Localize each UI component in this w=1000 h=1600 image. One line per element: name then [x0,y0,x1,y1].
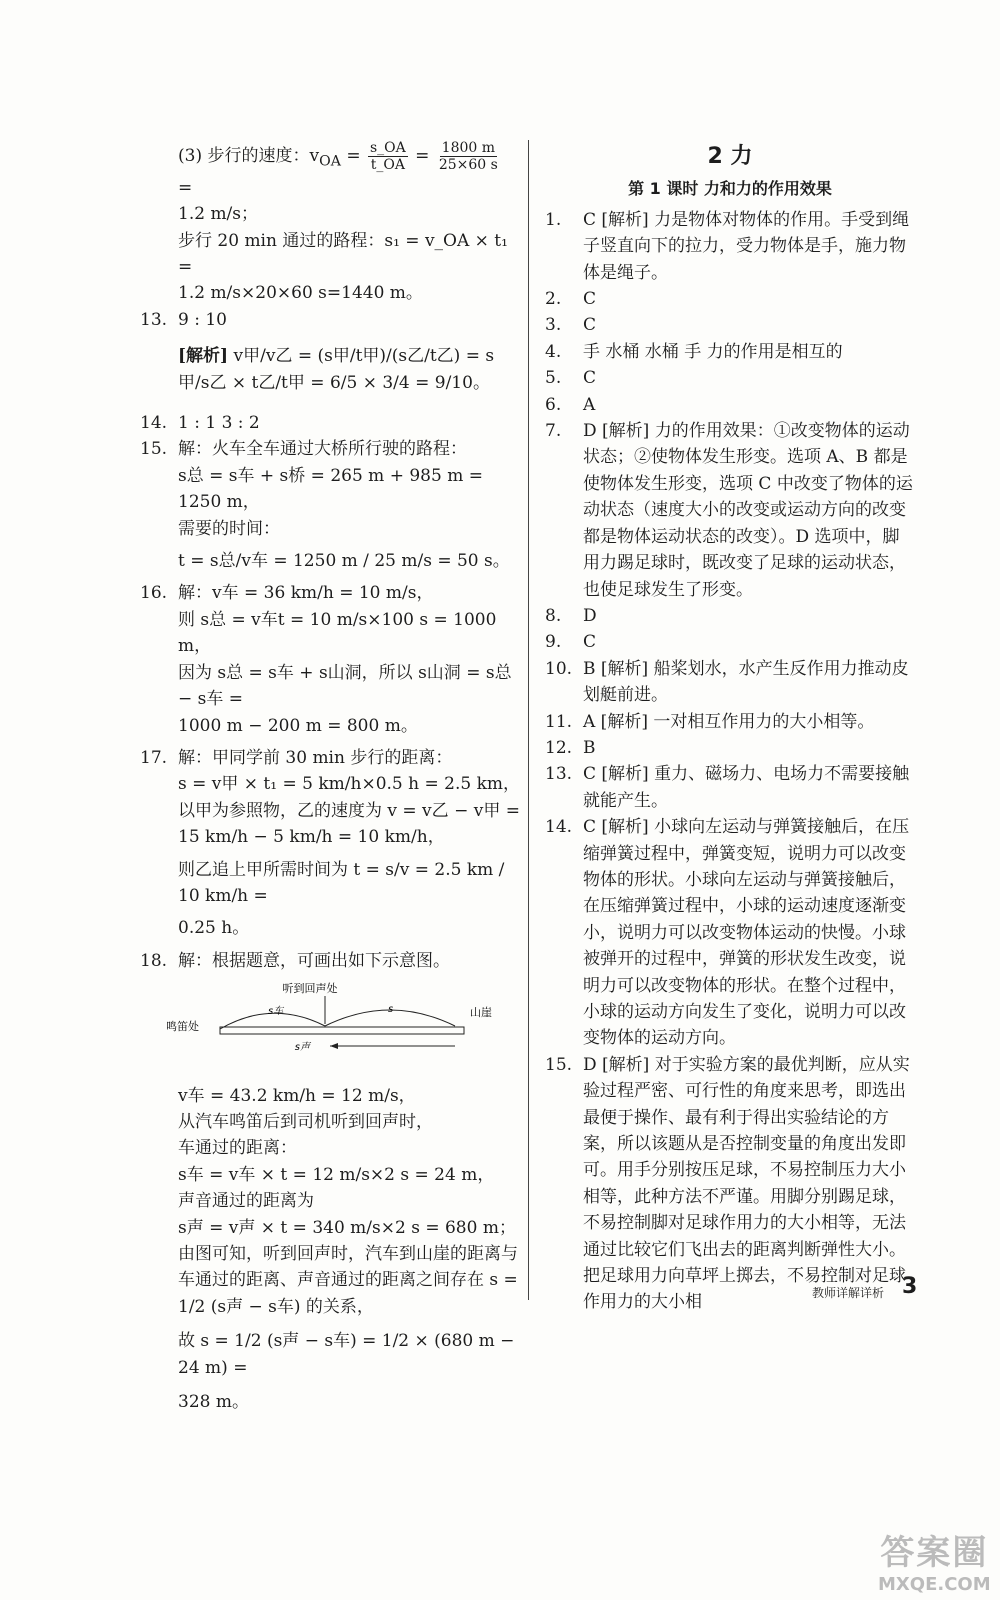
answer-list [545,207,918,1316]
q18-line10: 1/2 (s声 − s车) 的关系， [178,1296,374,1317]
q15-number: 15. [140,439,168,460]
item-text: C [583,315,597,336]
diagram-arrowhead [330,1043,338,1049]
q17-line3: 以甲为参照物，乙的速度为 v = v乙 − v甲 = [178,800,520,821]
q15 [140,436,520,574]
q14-number: 14. [140,413,168,434]
diagram-bottom-label: s声 [294,1042,310,1054]
watermark-main: 答案圈 [880,1533,989,1573]
echo-diagram [150,974,510,1074]
q16-line3: 因为 s总 = s车 + s山洞，所以 s山洞 = s总 − s车 = [178,662,512,710]
item-text: A [解析] 一对相互作用力的大小相等。 [583,711,875,732]
q16-number: 16. [140,583,168,604]
q13 [140,307,520,396]
q12-f1-den: t_OA [370,157,405,173]
q13-formula: v甲/v乙 = (s甲/t甲)/(s乙/t乙) = s甲/s乙 × t乙/t甲 = 6/5 × 3/4 = 9/10。 [178,346,495,393]
list-item [545,761,915,814]
q18-line7: s声 = v声 × t = 340 m/s×2 s = 680 m； [178,1217,516,1238]
list-item [545,207,915,286]
list-item [545,1052,918,1316]
list-item [545,392,915,418]
q17-line5: 则乙追上甲所需时间为 t = s/v = 2.5 km / 10 km/h = [178,859,505,906]
q13-number: 13. [140,309,168,330]
page-number: 3 [902,1274,918,1299]
q16-line1: 解：v车 = 36 km/h = 10 m/s， [178,583,434,604]
item-text: B [583,737,596,758]
item-text: C [583,368,597,389]
q12-line3: 步行 20 min 通过的路程：s₁ = v_OA × t₁ = [178,230,508,278]
q18-line5: s车 = v车 × t = 12 m/s×2 s = 24 m， [178,1164,495,1185]
diagram-road [220,1027,464,1034]
q12-f2-den: 25×60 s [438,157,498,173]
diagram-whistle-label: 鸣笛处 [166,1020,199,1034]
list-item [545,709,915,735]
q14-answer: 1 : 1 3 : 2 [178,413,260,434]
item-text: B [解析] 船桨划水，水产生反作用力推动皮划艇前进。 [583,658,909,706]
item-text: C [583,632,597,653]
q18-line3: 从汽车鸣笛后到司机听到回声时， [178,1111,433,1132]
item-text: D [解析] 对于实验方案的最优判断，应从实验过程严密、可行性的角度来思考，即选出最便于操作、最有利于得出实验结论的方案，所以该题从是否控制变量的角度出发即可。用手分别按压足球，不易控制压力大小相等，此种方法不严谨。用脚分别踢足球，不易控制脚对足球作用力的大小相等，无法通过比较它们飞出去的距离判断弹性大小。把足球用力向草坪上掷去，不易控制对足球作用力的大小相 [583,1054,910,1313]
list-item [545,286,915,312]
item-number: 4. [545,341,562,362]
watermark-logo [878,1525,991,1595]
q15-line3: 需要的时间： [178,518,280,539]
q17-line2: s = v甲 × t₁ = 5 km/h×0.5 h = 2.5 km， [178,774,520,795]
left-column [140,140,520,1415]
list-item [545,629,915,655]
diagram-arc2-label: s [388,1004,394,1016]
item-number: 5. [545,368,562,389]
diagram-echo-label: 听到回声处 [282,982,338,996]
item-number: 13. [545,764,573,785]
q17-number: 17. [140,747,168,768]
q18-line8: 由图可知，听到回声时，汽车到山崖的距离与 [178,1244,518,1265]
diagram-arc1-label: s车 [268,1006,284,1018]
q13-analysis-label: [解析] [178,346,229,367]
list-item [545,339,915,365]
item-text: A [583,394,596,415]
item-text: C [解析] 小球向左运动与弹簧接触后，在压缩弹簧过程中，弹簧变短，说明力可以改变物体的形状。小球向左运动与弹簧接触后，在压缩弹簧过程中，小球的运动速度逐渐变小，说明力可以改变物体运动的快慢。小球被弹开的过程中，弹簧的形状发生改变，说明力可以改变物体的形状。在整个过程中，小球的运动方向发生了变化，说明力可以改变物体的运动方向。 [583,817,910,1049]
diagram-cliff-label: 山崖 [470,1006,492,1020]
list-item [545,418,915,603]
q18-line9: 车通过的距离、声音通过的距离之间存在 s = [178,1270,518,1291]
list-item [545,603,915,629]
q18-solution [140,1083,520,1416]
item-text: C [583,289,597,310]
watermark-url: MXQE.COM [878,1574,991,1595]
q18-line12: 328 m。 [178,1392,249,1413]
item-number: 10. [545,658,573,679]
q12-f2-num: 1800 m [441,140,496,156]
item-text: 手 水桶 水桶 手 力的作用是相互的 [583,341,843,362]
q15-line1: 解：火车全车通过大桥所行驶的路程： [178,439,467,460]
q18-line6: 声音通过的距离为 [178,1191,314,1212]
q16-line4: 1000 m − 200 m = 800 m。 [178,715,418,736]
q16 [140,580,520,738]
q17 [140,745,520,942]
item-text: C [解析] 力是物体对物体的作用。手受到绳子竖直向下的拉力，受力物体是手，施力物体是绳子。 [583,209,910,283]
q12-speed-label: (3) 步行的速度：v [178,146,320,166]
q18-number: 18. [140,950,168,971]
q12-f1-num: s_OA [370,140,406,156]
item-number: 3. [545,315,562,336]
q13-answer: 9 : 10 [178,309,227,330]
q14 [140,410,520,436]
item-number: 7. [545,421,562,442]
right-column [545,140,918,1316]
q18 [140,948,520,974]
q18-line1: 解：根据题意，可画出如下示意图。 [178,950,450,971]
item-number: 8. [545,605,562,626]
lesson-title: 第 1 课时 力和力的作用效果 [628,179,832,199]
q12-line4: 1.2 m/s×20×60 s=1440 m。 [178,283,423,304]
item-number: 6. [545,394,562,415]
q17-line6: 0.25 h。 [178,918,250,939]
item-number: 11. [545,711,573,732]
list-item [545,735,915,761]
q15-line4: t = s总/v车 = 1250 m / 25 m/s = 50 s。 [178,551,510,572]
q12-line2: 1.2 m/s； [178,204,259,225]
item-text: D [583,605,597,626]
item-number: 12. [545,737,573,758]
section-title: 2 力 [707,144,753,169]
item-number: 2. [545,289,562,310]
item-text: D [解析] 力的作用效果：①改变物体的运动状态；②使物体发生形变。选项 A、B 都是使物体发生形变，选项 C 中改变了物体的运动状态（速度大小的改变或运动方向的改变都是物体运动状态的改变）。D 选项中，脚用力踢足球时，既改变了足球的运动状态，也使足球发生了形变。 [583,421,913,600]
list-item [545,814,915,1052]
q12-eq: = [340,146,366,166]
column-divider [528,140,529,1300]
list-item [545,656,915,709]
footer-label: 教师详解详析 [812,1286,885,1300]
q12-speed-sub: OA [319,153,341,170]
q12-fraction-1 [368,140,408,173]
q12-fraction-2 [437,140,500,173]
q16-line2: 则 s总 = v车t = 10 m/s×100 s = 1000 m， [178,609,497,657]
item-number: 1. [545,209,562,230]
list-item [545,312,915,338]
q17-line4: 15 km/h − 5 km/h = 10 km/h， [178,827,445,848]
q17-line1: 解：甲同学前 30 min 步行的距离： [178,747,453,768]
q18-line11: 故 s = 1/2 (s声 − s车) = 1/2 × (680 m − 24 m) = [178,1331,515,1378]
item-number: 14. [545,817,573,838]
item-text: C [解析] 重力、磁场力、电场力不需要接触就能产生。 [583,764,910,811]
q15-line2: s总 = s车 + s桥 = 265 m + 985 m = 1250 m， [178,465,483,513]
q18-line4: 车通过的距离： [178,1138,297,1159]
q18-line2: v车 = 43.2 km/h = 12 m/s， [178,1085,416,1106]
list-item [545,365,915,391]
item-number: 9. [545,632,562,653]
item-number: 15. [545,1054,573,1075]
q12-part3: (3) 步行的速度：$v_{OA}$ = $\frac{s\_OA}{t\_OA}$ = $\frac{1800 m}{25\times 60 s}$ = 1.2 m/s； 步行 20 min 通过的路程：s₁ = v_OA × t₁ = 1.2 m/s×20×60 s=1440 m。 [140,140,520,307]
